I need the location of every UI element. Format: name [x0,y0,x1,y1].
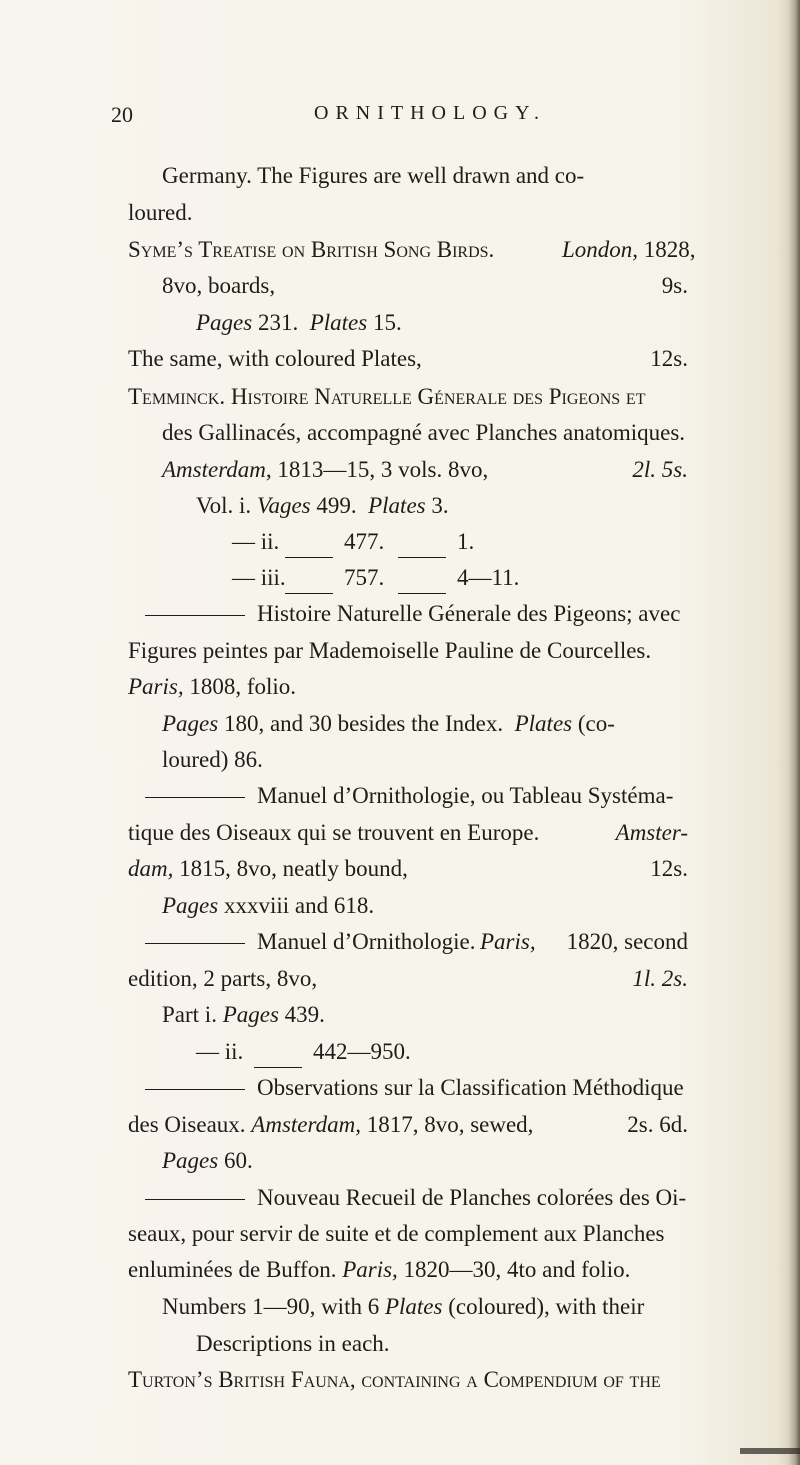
text-line: Manuel d’Ornithologie, ou Tableau Systéma- [145,782,673,810]
text-line: Part i. Pages 439. [162,1002,325,1027]
text-line: — ii. 442—950. [196,1038,496,1066]
text-line: Pages 60. [162,1148,253,1173]
text-line: Figures peintes par Mademoiselle Pauline de Courcelles. [128,638,652,663]
text-line: Pages xxxviii and 618. [162,893,375,918]
text-line: Amsterdam, 1813—15, 3 vols. 8vo, 2l. 5s. [162,457,688,482]
text-line: loured. [128,200,193,225]
text-line: Germany. The Figures are well drawn and co- [162,163,585,188]
text-line: tique des Oiseaux qui se trouvent en Europe. Amster- [128,820,688,845]
page-edge-shadow [788,0,800,1465]
text-line: Observations sur la Classification Méthodique [145,1074,684,1102]
text-line: des Gallinacés, accompagné avec Planches anatomiques. [162,420,686,445]
text-line: Descriptions in each. [196,1331,390,1356]
text-line: Paris, 1808, folio. [128,674,297,699]
text-line: dam, 1815, 8vo, neatly bound, 12s. [128,856,688,881]
page-number: 20 [111,102,133,127]
text-line: — ii. 477. 1. [232,528,532,556]
text-line: The same, with coloured Plates, 12s. [128,346,688,371]
text-line: loured) 86. [162,747,263,772]
entry-turton: Turton’s British Fauna, containing a Compendium of the [128,1367,661,1392]
text-line: enluminées de Buffon. Paris, 1820—30, 4to and folio. [128,1257,631,1282]
text-line: — iii. 757. 4—11. [232,564,532,592]
text-line: Nouveau Recueil de Planches colorées des Oi- [145,1184,686,1212]
text-line: Vol. i. Vages 499. Plates 3. [196,493,449,518]
page-bottom-edge [740,1448,800,1454]
text-line: 8vo, boards, 9s. [162,273,688,298]
text-line: seaux, pour servir de suite et de complement aux Planches [128,1221,665,1246]
entry-syme: Syme’s Treatise on British Song Birds. London, 1828, [128,237,696,262]
running-title: ORNITHOLOGY. [314,102,546,124]
entry-temminck: Temminck. Histoire Naturelle Génerale des Pigeons et [128,384,646,409]
text-line: Manuel d’Ornithologie. Paris, 1820, second [145,928,688,956]
text-line: des Oiseaux. Amsterdam, 1817, 8vo, sewed, 2s. 6d. [128,1112,688,1137]
text-line: Pages 231. Plates 15. [196,310,402,335]
text-line: Numbers 1—90, with 6 Plates (coloured), with their [162,1294,645,1319]
text-line: Pages 180, and 30 besides the Index. Plates (co- [162,711,615,736]
text-line: Histoire Naturelle Génerale des Pigeons; avec [145,600,680,628]
text-line: edition, 2 parts, 8vo, 1l. 2s. [128,966,688,991]
